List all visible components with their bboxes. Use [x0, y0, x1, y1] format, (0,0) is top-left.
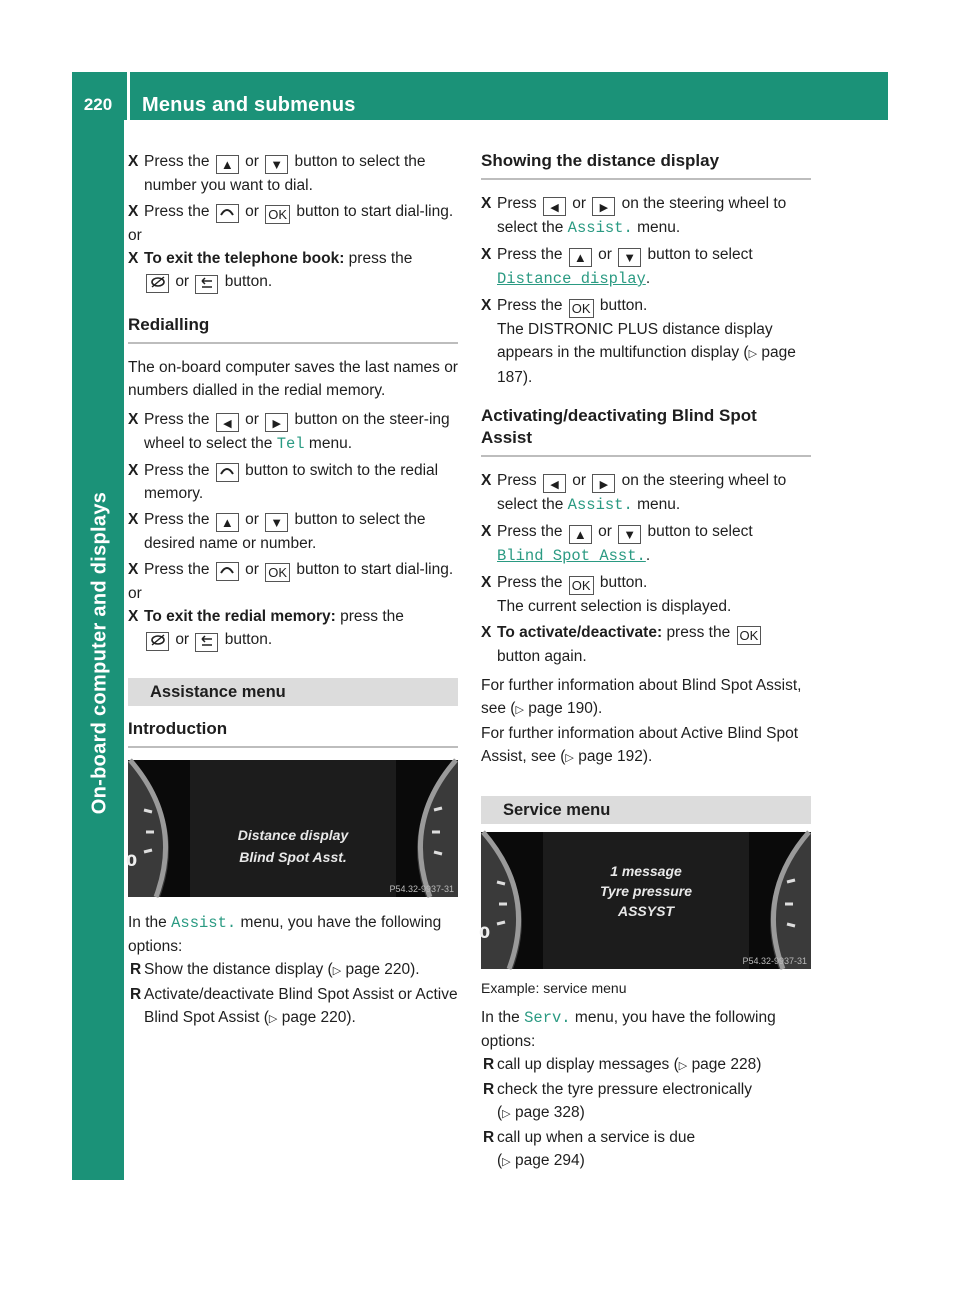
menu-item-blind-spot-asst: Blind Spot Asst. — [497, 547, 646, 565]
assist-intro: In the Assist. menu, you have the following options: — [128, 914, 442, 955]
svg-text:0: 0 — [479, 923, 491, 942]
section-heading-assistance-menu: Assistance menu — [128, 678, 458, 706]
image-text-tyre: Tyre pressure — [599, 883, 693, 899]
image-text-assyst: ASSYST — [617, 903, 675, 919]
side-tab-label: On-board computer and displays — [88, 491, 111, 815]
list-item: R call up when a service is due (▷ page 294) — [483, 1129, 696, 1169]
menu-name-assist: Assist. — [567, 219, 633, 237]
ok-button-icon: OK — [265, 205, 290, 224]
ok-button-icon: OK — [265, 563, 290, 582]
ref-arrow-icon: ▷ — [332, 965, 342, 977]
back-icon — [195, 633, 218, 652]
up-arrow-icon: ▲ — [216, 155, 239, 174]
menu-name-serv: Serv. — [524, 1009, 571, 1027]
section-heading-blind-spot: Activating/deactivating Blind Spot Assist — [481, 405, 811, 457]
ref-arrow-icon: ▷ — [748, 348, 758, 360]
step-select-blind-spot: X Press the ▲ or ▼ button to select Blind Spot Asst.. — [481, 523, 753, 565]
cluster-image-assist — [128, 760, 458, 897]
step-select-name: X Press the ▲ or ▼ button to select the desired name or number. — [128, 511, 426, 552]
phone-icon — [216, 463, 239, 482]
up-arrow-icon: ▲ — [569, 525, 592, 544]
left-column — [128, 150, 458, 1031]
info-blind-spot: For further information about Blind Spot Assist, see (▷ page 190). — [481, 677, 802, 717]
step-activate-deactivate: X To activate/deactivate: press the OK button again. — [481, 621, 811, 668]
left-arrow-icon: ◀ — [543, 474, 566, 493]
step-exit-phonebook: X To exit the telephone book: press the or button. — [128, 247, 458, 294]
left-arrow-icon: ◀ — [216, 413, 239, 432]
step-switch-redial: X Press the button to switch to the redial memory. — [128, 462, 439, 502]
image-code: P54.32-9937-31 — [742, 956, 807, 966]
page-header — [72, 72, 888, 120]
section-heading-service-menu: Service menu — [481, 796, 811, 824]
section-heading-redialling: Redialling — [128, 314, 458, 344]
cluster-image-service — [481, 832, 811, 969]
menu-name-assist: Assist. — [567, 496, 633, 514]
down-arrow-icon: ▼ — [265, 513, 288, 532]
image-text-message: 1 message — [610, 863, 682, 879]
back-icon — [195, 275, 218, 294]
svg-text:0: 0 — [126, 851, 138, 870]
menu-name-tel: Tel — [276, 435, 305, 453]
right-arrow-icon: ▶ — [265, 413, 288, 432]
ok-button-icon: OK — [569, 576, 594, 595]
page-number: 220 — [83, 95, 113, 114]
list-item: R check the tyre pressure electronically (▷ page 328) — [483, 1081, 753, 1121]
image-text-blind-spot: Blind Spot Asst. — [239, 849, 347, 865]
ref-arrow-icon: ▷ — [565, 752, 574, 764]
step-start-dialling-2: X Press the or OK button to start dial-ling. — [128, 561, 454, 580]
side-tab — [72, 120, 124, 1180]
up-arrow-icon: ▲ — [569, 248, 592, 267]
ok-button-icon: OK — [569, 299, 594, 318]
step-select-distance: X Press the ▲ or ▼ button to select Distance display. — [481, 246, 753, 288]
right-column — [481, 150, 811, 1174]
image-text-distance-display: Distance display — [237, 827, 349, 843]
step-start-dialling: X Press the or OK button to start dial-ling. — [128, 203, 454, 222]
step-select-tel: X Press the ◀ or ▶ button on the steer-ing wheel to select the Tel menu. — [128, 411, 450, 453]
section-heading-introduction: Introduction — [128, 718, 458, 748]
down-arrow-icon: ▼ — [618, 248, 641, 267]
image-code: P54.32-9937-31 — [389, 884, 454, 894]
page-title: Menus and submenus — [142, 94, 356, 116]
menu-item-distance-display: Distance display — [497, 270, 646, 288]
hangup-icon — [146, 274, 169, 293]
step-select-assist: X Press ◀ or ▶ on the steering wheel to select the Assist. menu. — [481, 195, 787, 237]
redial-intro: The on-board computer saves the last names or numbers dialled in the redial memory. — [128, 359, 458, 399]
ref-arrow-icon: ▷ — [268, 1013, 278, 1025]
image-caption: Example: service menu — [481, 980, 627, 996]
info-active-blind-spot: For further information about Active Blind Spot Assist, see (▷ page 192). — [481, 725, 799, 765]
step-select-assist-2: X Press ◀ or ▶ on the steering wheel to select the Assist. menu. — [481, 472, 787, 514]
ref-arrow-icon: ▷ — [515, 704, 524, 716]
ok-button-icon: OK — [737, 626, 762, 645]
phone-icon — [216, 204, 239, 223]
ref-arrow-icon: ▷ — [502, 1156, 511, 1168]
right-arrow-icon: ▶ — [592, 474, 615, 493]
ref-arrow-icon: ▷ — [678, 1060, 688, 1072]
hangup-icon — [146, 632, 169, 651]
step-select-number: X Press the ▲ or ▼ button to select the number you want to dial. — [128, 150, 458, 197]
down-arrow-icon: ▼ — [618, 525, 641, 544]
or-text: or — [128, 585, 142, 602]
ref-arrow-icon: ▷ — [502, 1108, 511, 1120]
header-divider — [127, 72, 130, 120]
list-item: R call up display messages (▷ page 228) — [483, 1056, 762, 1073]
phone-icon — [216, 562, 239, 581]
left-arrow-icon: ◀ — [543, 197, 566, 216]
menu-name-assist: Assist. — [171, 914, 237, 932]
step-exit-redial: X To exit the redial memory: press the or button. — [128, 605, 458, 652]
service-intro: In the Serv. menu, you have the following options: — [481, 1009, 776, 1050]
or-text: or — [128, 227, 142, 244]
step-press-ok-distance: X Press the OK button. The DISTRONIC PLUS distance display appears in the multifunction display (▷ page 187). — [481, 297, 796, 386]
down-arrow-icon: ▼ — [265, 155, 288, 174]
list-item: R Show the distance display (▷ page 220). — [130, 961, 420, 978]
section-heading-distance-display: Showing the distance display — [481, 150, 811, 180]
step-marker: X — [128, 153, 139, 170]
step-press-ok-blind-spot: X Press the OK button. The current selection is displayed. — [481, 574, 732, 615]
list-item: R Activate/deactivate Blind Spot Assist or Active Blind Spot Assist (▷ page 220). — [130, 986, 458, 1026]
right-arrow-icon: ▶ — [592, 197, 615, 216]
up-arrow-icon: ▲ — [216, 513, 239, 532]
